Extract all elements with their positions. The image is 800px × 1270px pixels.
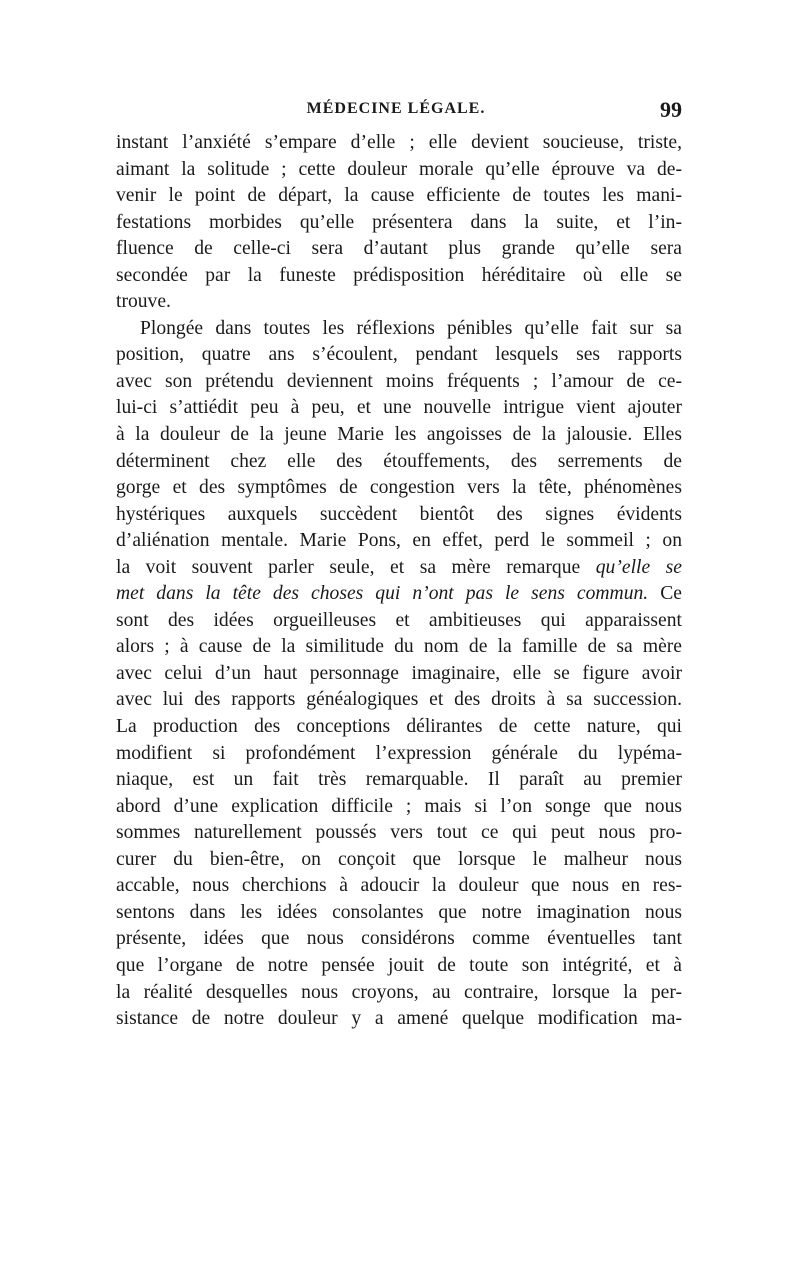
- text-line: la réalité desquelles nous croyons, au contraire, lorsque la per-: [116, 981, 682, 1003]
- text-line: d’aliénation mentale. Marie Pons, en effet, perd le sommeil ; on: [116, 530, 682, 552]
- text-line: niaque, est un fait très remarquable. Il paraît au premier: [116, 769, 682, 791]
- text-line: sont des idées orgueilleuses et ambitieuses qui apparaissent: [116, 609, 682, 631]
- text-line: fluence de celle-ci sera d’autant plus grande qu’elle sera: [116, 238, 682, 260]
- text-line: que l’organe de notre pensée jouit de toute son intégrité, et à: [116, 954, 682, 976]
- text-line: lui-ci s’attiédit peu à peu, et une nouvelle intrigue vient ajouter: [116, 397, 682, 419]
- text-line: trouve.: [116, 291, 171, 313]
- text-line: à la douleur de la jeune Marie les angoisses de la jalousie. Elles: [116, 424, 682, 446]
- text-line: sommes naturellement poussés vers tout ce qui peut nous pro-: [116, 822, 682, 844]
- text-line: avec son prétendu deviennent moins fréquents ; l’amour de ce-: [116, 370, 682, 392]
- text-line: [116, 555, 682, 582]
- text-line: secondée par la funeste prédisposition héréditaire où elle se: [116, 264, 682, 286]
- page-header: [110, 97, 682, 126]
- text-line: aimant la solitude ; cette douleur morale qu’elle éprouve va de-: [116, 158, 682, 180]
- text-roman: la voit souvent parler seule, et sa mère remarque: [116, 556, 581, 578]
- text-line: La production des conceptions délirantes de cette nature, qui: [116, 716, 682, 738]
- text-line: curer du bien-être, on conçoit que lorsque le malheur nous: [116, 848, 682, 870]
- text-line: venir le point de départ, la cause efficiente de toutes les mani-: [116, 185, 682, 207]
- text-line: avec lui des rapports généalogiques et des droits à sa succession.: [116, 689, 682, 711]
- body-text: [116, 130, 682, 1033]
- text-line: avec celui d’un haut personnage imaginaire, elle se figure avoir: [116, 662, 682, 684]
- running-title: MÉDECINE LÉGALE.: [306, 100, 486, 117]
- text-line: abord d’une explication difficile ; mais si l’on songe que nous: [116, 795, 682, 817]
- text-line: instant l’anxiété s’empare d’elle ; elle devient soucieuse, triste,: [116, 132, 682, 153]
- text-line: accable, nous cherchions à adoucir la douleur que nous en res-: [116, 875, 682, 897]
- text-line: festations morbides qu’elle présentera dans la suite, et l’in-: [116, 211, 682, 233]
- text-line: présente, idées que nous considérons comme éventuelles tant: [116, 928, 682, 950]
- page-number: 99: [660, 97, 682, 122]
- text-line: position, quatre ans s’écoulent, pendant lesquels ses rapports: [116, 344, 682, 366]
- text-line: hystériques auxquels succèdent bientôt des signes évidents: [116, 503, 682, 525]
- text-italic: qu’elle se: [595, 556, 682, 578]
- text-line: sistance de notre douleur y a amené quelque modification ma-: [116, 1008, 682, 1030]
- text-line: alors ; à cause de la similitude du nom de la famille de sa mère: [116, 636, 682, 658]
- text-italic: met dans la tête des choses qui n’ont pas le sens commun.: [116, 583, 649, 605]
- text-line: modifient si profondément l’expression générale du lypéma-: [116, 742, 682, 764]
- text-line: [116, 581, 682, 608]
- text-roman: Ce: [660, 583, 682, 605]
- text-line: Plongée dans toutes les réflexions pénibles qu’elle fait sur sa: [140, 317, 682, 339]
- text-line: déterminent chez elle des étouffements, des serrements de: [116, 450, 682, 472]
- text-line: gorge et des symptômes de congestion vers la tête, phénomènes: [116, 477, 682, 499]
- text-line: sentons dans les idées consolantes que notre imagination nous: [116, 901, 682, 923]
